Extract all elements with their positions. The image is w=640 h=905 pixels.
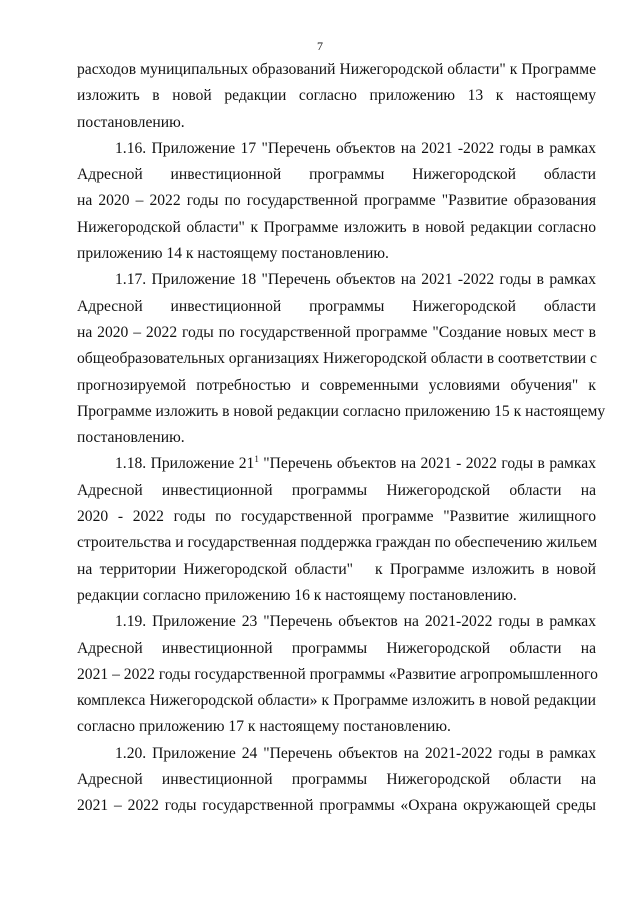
paragraph-1-18 [77, 451, 596, 609]
text-line: Адресной инвестиционной программы Нижегородской области на [77, 771, 596, 789]
text-line: приложению 14 к настоящему постановлению. [77, 245, 389, 263]
paragraph-1-20 [77, 741, 596, 820]
paragraph-1-17 [77, 267, 606, 451]
paragraph-1-19 [77, 609, 596, 740]
text-line: на 2020 – 2022 годы по государственной программе "Развитие образования [77, 192, 596, 210]
text-line [77, 451, 596, 477]
text-fragment: 1.18. Приложение 21 [115, 455, 255, 473]
text-line: Адресной инвестиционной программы Нижегородской области [77, 166, 596, 184]
text-line: Адресной инвестиционной программы Нижегородской области на [77, 481, 596, 499]
text-line: расходов муниципальных образований Нижегородской области" к Программе [77, 61, 596, 78]
text-line: редакции согласно приложению 16 к настоящему постановлению. [77, 586, 517, 604]
text-line: строительства и государственная поддержка граждан по обеспечению жильем [77, 534, 598, 552]
text-line: общеобразовательных организациях Нижегородской области в соответствии с [77, 350, 597, 368]
paragraph-continuation [77, 57, 596, 136]
paragraph-1-16 [77, 136, 596, 267]
text-line: изложить в новой редакции согласно приложению 13 к настоящему [77, 87, 596, 105]
document-body [77, 57, 606, 820]
text-line: Нижегородской области" к Программе изложить в новой редакции согласно [77, 218, 596, 236]
text-line: 1.16. Приложение 17 "Перечень объектов на 2021 -2022 годы в рамках [115, 139, 596, 157]
text-line: 1.17. Приложение 18 "Перечень объектов на 2021 -2022 годы в рамках [115, 271, 596, 289]
text-line: постановлению. [77, 429, 185, 447]
text-fragment: "Перечень объектов на 2021 - 2022 годы в рамках [258, 455, 596, 473]
text-line: 1.19. Приложение 23 "Перечень объектов на 2021-2022 годы в рамках [115, 613, 596, 631]
text-line: 2021 – 2022 годы государственной программы «Развитие агропромышленного [77, 665, 598, 683]
superscript: 1 [254, 454, 259, 465]
text-line: комплекса Нижегородской области» к Программе изложить в новой редакции [77, 692, 596, 710]
text-line: 2020 - 2022 годы по государственной программе "Развитие жилищного [77, 508, 596, 526]
text-line: постановлению. [77, 113, 185, 131]
text-line: на территории Нижегородской области" к Программе изложить в новой [77, 560, 596, 578]
text-line: 1.20. Приложение 24 "Перечень объектов на 2021-2022 годы в рамках [115, 744, 596, 762]
text-line: Адресной инвестиционной программы Нижегородской области на [77, 639, 596, 657]
text-line: Адресной инвестиционной программы Нижегородской области [77, 297, 596, 315]
text-line: Программе изложить в новой редакции согласно приложению 15 к настоящему [77, 402, 606, 420]
text-line: согласно приложению 17 к настоящему постановлению. [77, 718, 451, 736]
text-line: на 2020 – 2022 годы по государственной программе "Создание новых мест в [77, 323, 596, 341]
page-number: 7 [317, 39, 323, 53]
text-line: прогнозируемой потребностью и современными условиями обучения" к [77, 376, 596, 394]
text-line: 2021 – 2022 годы государственной программы «Охрана окружающей среды [77, 797, 596, 815]
